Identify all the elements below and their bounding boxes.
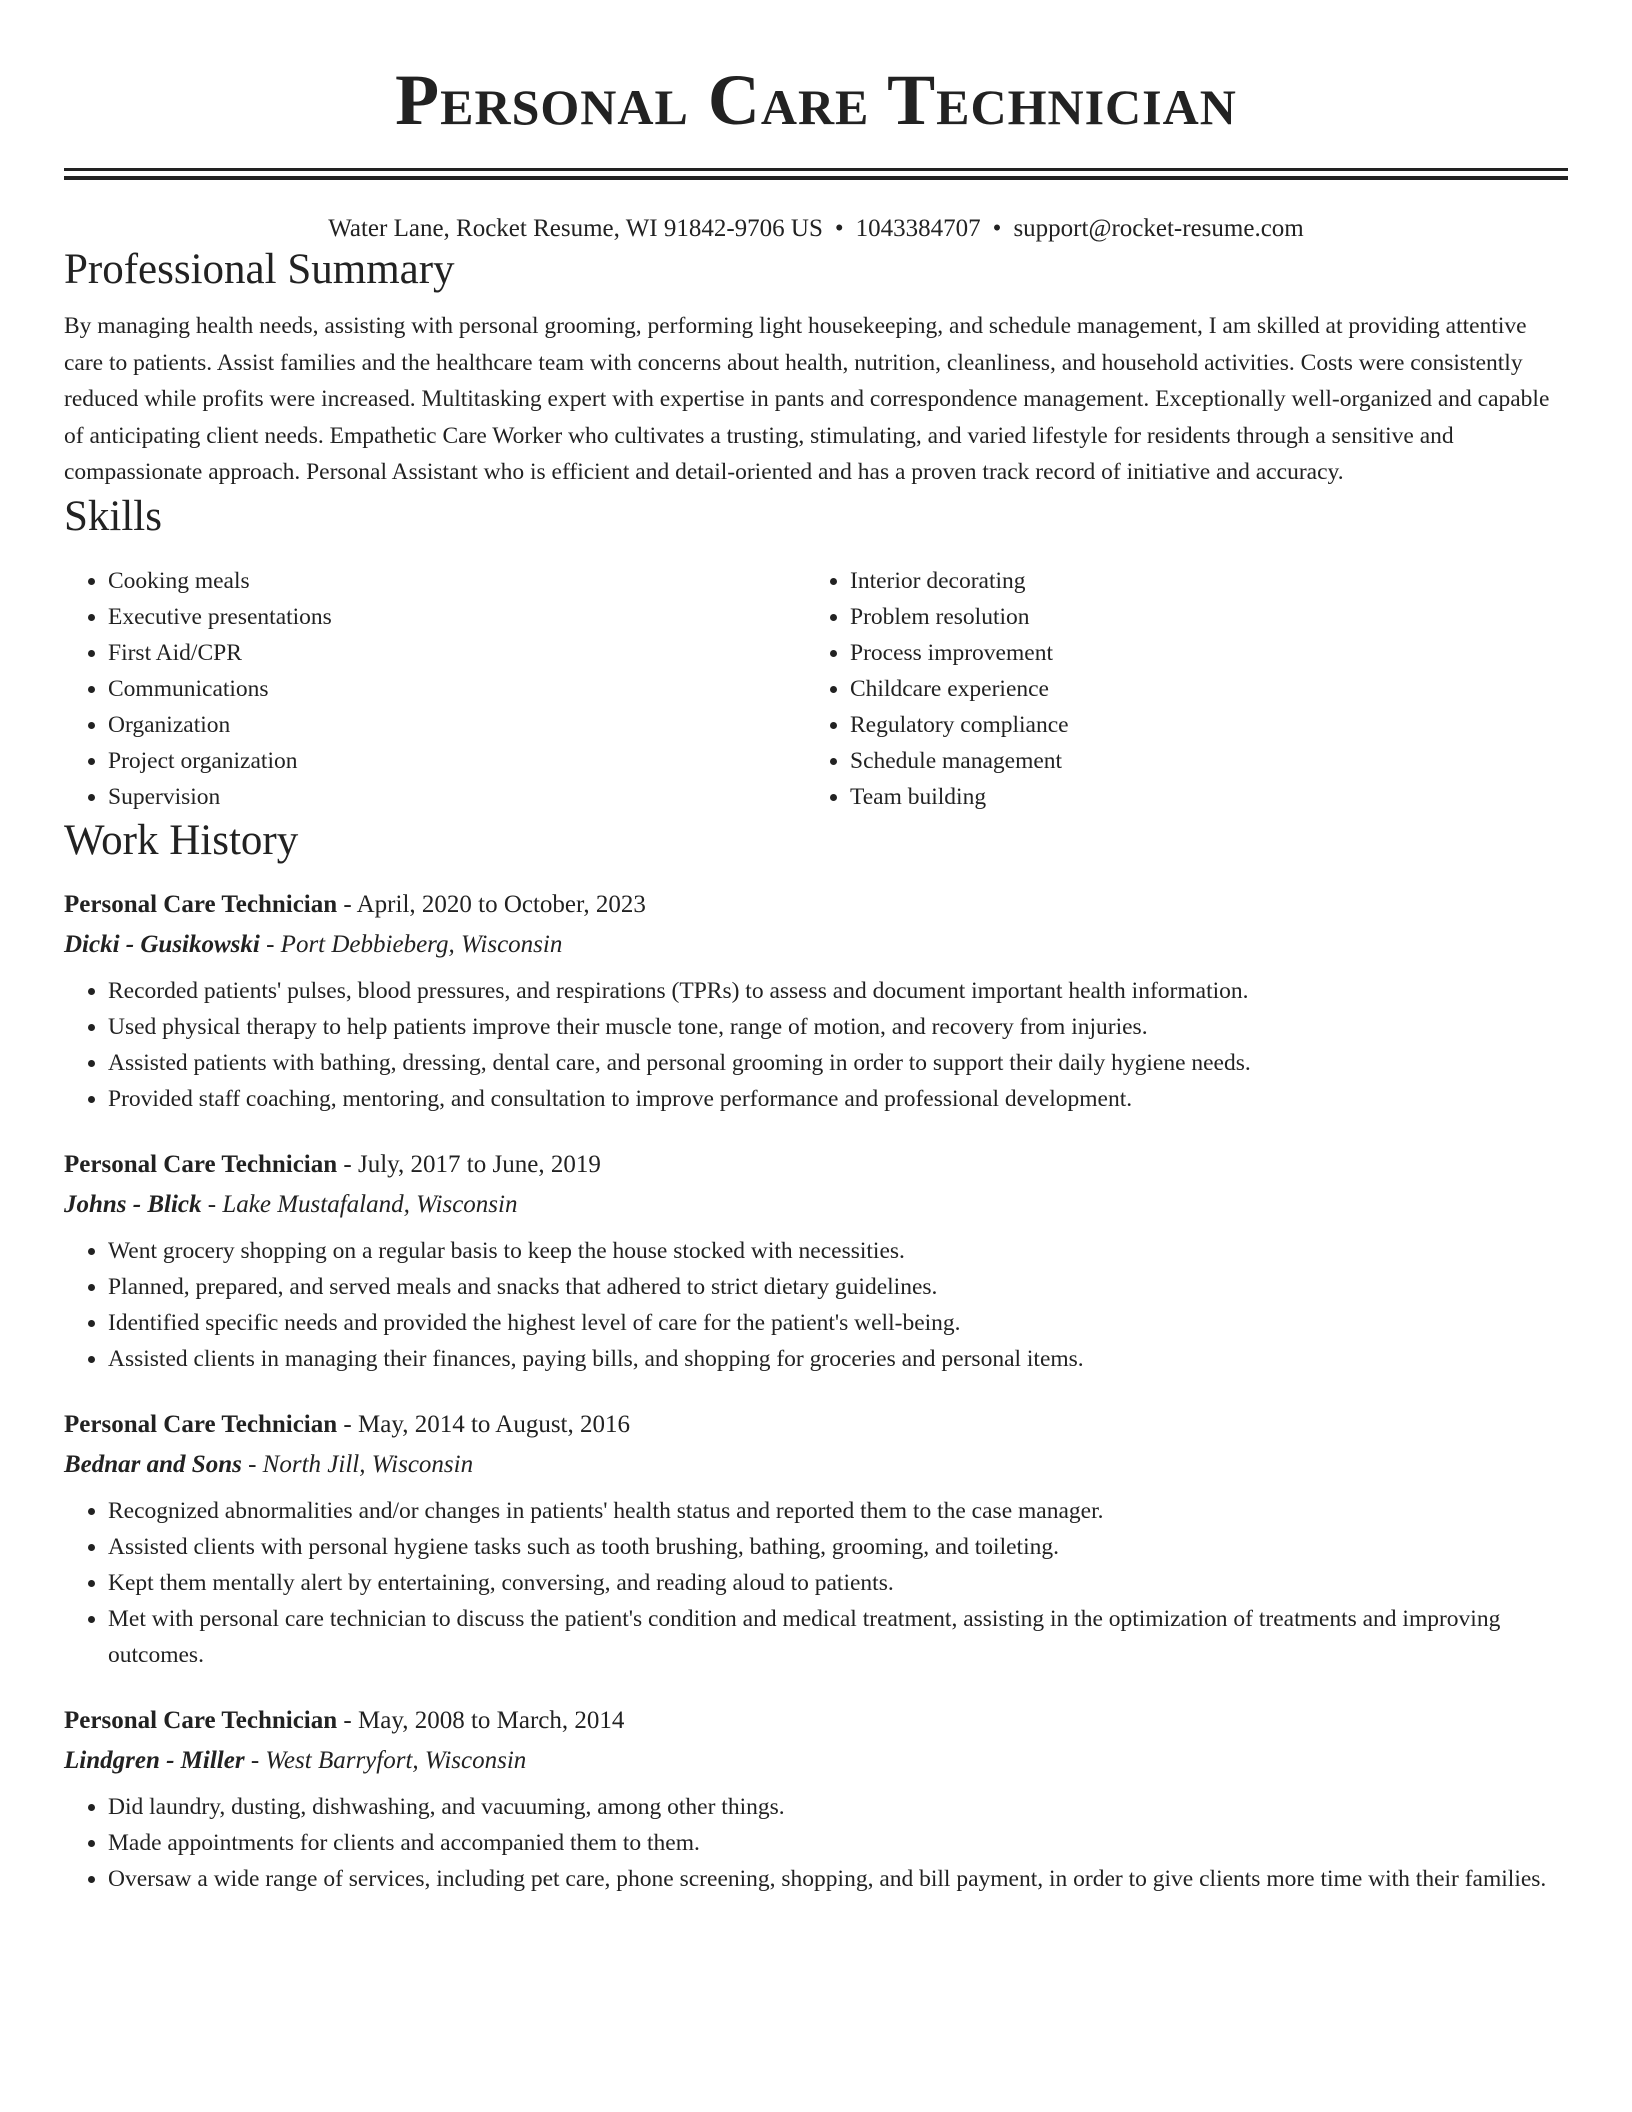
job-role: Personal Care Technician: [64, 1410, 338, 1438]
job-bullet: • Went grocery shopping on a regular basis to keep the house stocked with necessities.: [108, 1233, 1568, 1269]
job-bullet: • Made appointments for clients and accompanied them to them.: [108, 1825, 1568, 1861]
skill-item: • Organization: [108, 707, 806, 743]
job-entry: [64, 1701, 1568, 1897]
contact-email: support@rocket-resume.com: [1013, 215, 1304, 242]
contact-address: Water Lane, Rocket Resume, WI 91842-9706 US: [328, 215, 823, 242]
skill-item: • Childcare experience: [850, 671, 1548, 707]
job-bullet: • Assisted clients in managing their finances, paying bills, and shopping for groceries and personal items.: [108, 1341, 1568, 1377]
job-title-line: [64, 1701, 1568, 1741]
job-bullets: [64, 1493, 1568, 1673]
header-rule-top: [64, 168, 1568, 171]
job-dates: - May, 2008 to March, 2014: [343, 1706, 625, 1734]
job-bullet: • Oversaw a wide range of services, including pet care, phone screening, shopping, and bill payment, in order to give clients more time with their families.: [108, 1861, 1568, 1897]
job-company-line: [64, 925, 1568, 965]
skill-item: • Schedule management: [850, 743, 1548, 779]
job-role: Personal Care Technician: [64, 890, 338, 918]
job-bullet: • Kept them mentally alert by entertaining, conversing, and reading aloud to patients.: [108, 1565, 1568, 1601]
job-bullet: • Recognized abnormalities and/or changes in patients' health status and reported them to the case manager.: [108, 1493, 1568, 1529]
contact-phone: 1043384707: [855, 215, 981, 242]
job-bullet: • Did laundry, dusting, dishwashing, and vacuuming, among other things.: [108, 1789, 1568, 1825]
skill-item: • Communications: [108, 671, 806, 707]
job-bullets: [64, 1789, 1568, 1897]
skills-list-left: [64, 563, 806, 815]
job-title-line: [64, 885, 1568, 925]
skills-list-right: [806, 563, 1548, 815]
job-bullet: • Provided staff coaching, mentoring, and consultation to improve performance and professional development.: [108, 1081, 1568, 1117]
contact-separator: •: [834, 215, 844, 242]
job-title-line: [64, 1405, 1568, 1445]
skill-item: • Project organization: [108, 743, 806, 779]
skill-item: • Problem resolution: [850, 599, 1548, 635]
job-company: Bednar and Sons: [64, 1450, 242, 1478]
job-bullet: • Assisted patients with bathing, dressing, dental care, and personal grooming in order to support their daily hygiene needs.: [108, 1045, 1568, 1081]
summary-heading: Professional Summary: [64, 246, 455, 293]
resume-page: [64, 0, 1568, 1897]
job-role: Personal Care Technician: [64, 1706, 338, 1734]
job-company: Lindgren - Miller: [64, 1746, 245, 1774]
job-bullets: [64, 1233, 1568, 1377]
job-dates: - July, 2017 to June, 2019: [343, 1150, 601, 1178]
job-bullet: • Assisted clients with personal hygiene tasks such as tooth brushing, bathing, grooming, and toileting.: [108, 1529, 1568, 1565]
work-history-heading: Work History: [64, 816, 299, 864]
contact-separator: •: [992, 215, 1002, 242]
job-title-line: [64, 1145, 1568, 1185]
job-bullet: • Met with personal care technician to discuss the patient's condition and medical treatment, assisting in the optimization of treatments and improving outcomes.: [108, 1601, 1568, 1673]
skill-item: • Process improvement: [850, 635, 1548, 671]
resume-name: Personal Care Technician: [395, 60, 1237, 140]
skills-heading: Skills: [64, 492, 162, 540]
job-location: - North Jill, Wisconsin: [248, 1450, 474, 1478]
job-bullet: • Recorded patients' pulses, blood pressures, and respirations (TPRs) to assess and document important health information.: [108, 973, 1568, 1009]
job-company-line: [64, 1445, 1568, 1485]
job-dates: - May, 2014 to August, 2016: [343, 1410, 630, 1438]
job-company-line: [64, 1741, 1568, 1781]
job-location: - Lake Mustafaland, Wisconsin: [207, 1190, 518, 1218]
skill-item: • Regulatory compliance: [850, 707, 1548, 743]
job-entry: [64, 1405, 1568, 1673]
job-bullet: • Planned, prepared, and served meals and snacks that adhered to strict dietary guidelines.: [108, 1269, 1568, 1305]
skill-item: • Cooking meals: [108, 563, 806, 599]
skill-item: • Team building: [850, 779, 1548, 815]
skill-item: • Interior decorating: [850, 563, 1548, 599]
job-bullet: • Used physical therapy to help patients improve their muscle tone, range of motion, and recovery from injuries.: [108, 1009, 1568, 1045]
job-location: - Port Debbieberg, Wisconsin: [266, 930, 563, 958]
job-company: Dicki - Gusikowski: [64, 930, 260, 958]
skill-item: • Supervision: [108, 779, 806, 815]
skill-item: • Executive presentations: [108, 599, 806, 635]
contact-line: [64, 214, 1568, 244]
job-dates: - April, 2020 to October, 2023: [343, 890, 646, 918]
job-company-line: [64, 1185, 1568, 1225]
job-location: - West Barryfort, Wisconsin: [250, 1746, 527, 1774]
skill-item: • First Aid/CPR: [108, 635, 806, 671]
job-role: Personal Care Technician: [64, 1150, 338, 1178]
job-entry: [64, 885, 1568, 1117]
job-entry: [64, 1145, 1568, 1377]
job-bullet: • Identified specific needs and provided the highest level of care for the patient's well-being.: [108, 1305, 1568, 1341]
summary-text: By managing health needs, assisting with personal grooming, performing light housekeeping, and schedule management, I am skilled at providing attentive care to patients. Assist families and the healthcare team with concerns about health, nutrition, cleanliness, and household activities. Costs were consistently reduced while profits were increased. Multitasking expert with expertise in pants and correspondence management. Exceptionally well-organized and capable of anticipating client needs. Empathetic Care Worker who cultivates a trusting, stimulating, and varied lifestyle for residents through a sensitive and compassionate approach. Personal Assistant who is efficient and detail-oriented and has a proven track record of initiative and accuracy.: [64, 313, 1550, 485]
job-bullets: [64, 973, 1568, 1117]
header-rule-bottom: [64, 176, 1568, 180]
job-company: Johns - Blick: [64, 1190, 202, 1218]
skills-columns: [64, 563, 1568, 815]
